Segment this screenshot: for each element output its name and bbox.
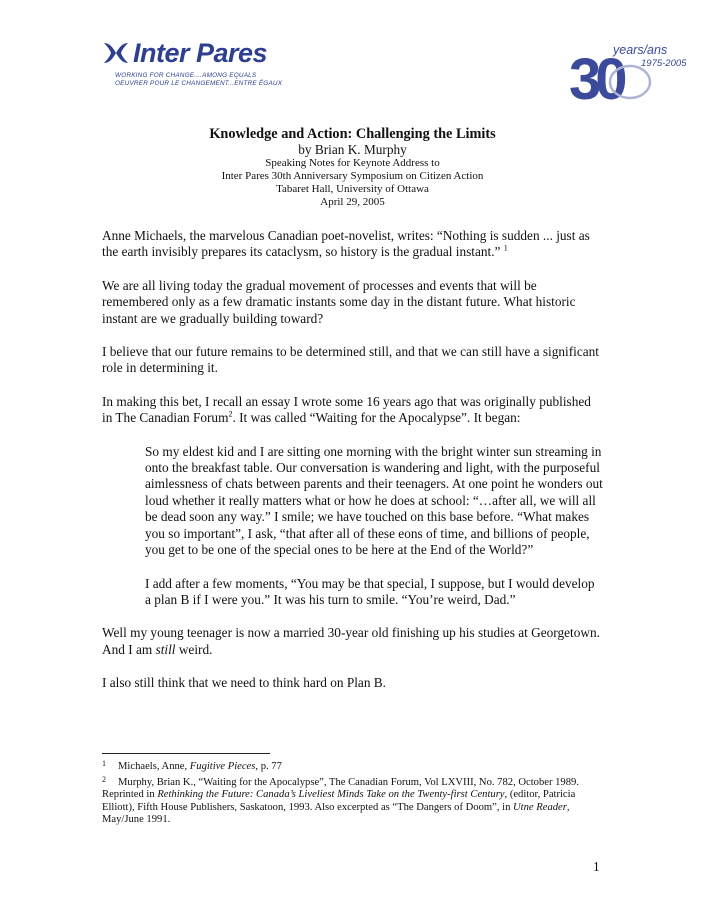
footnote-separator [102, 753, 270, 754]
footnote: 2 Murphy, Brian K., “Waiting for the Apocalypse”, The Canadian Forum, Vol LXVIII, No. 782, October 1989. Reprinted in Rethinking the Future: Canada’s Liveliest Minds Take on the Twenty-first Century, (editor, Patricia Elliott), Fifth House Publishers, Saskatoon, 1993. Also excerpted as “The Dangers of Doom”, in Utne Reader, May/June 1991. [102, 774, 579, 825]
subtitle-line: Inter Pares 30th Anniversary Symposium on Citizen Action [221, 170, 484, 182]
logo-tagline-fr: OEUVRER POUR LE CHANGEMENT...ENTRE ÉGAUX [115, 80, 283, 87]
byline: by Brian K. Murphy [298, 142, 407, 157]
block-quote [145, 444, 603, 609]
paragraph: In making this bet, I recall an essay I wrote some 16 years ago that was originally published in The Canadian Forum$^2$. It was called “Waiting for the Apocalypse”. It began: [102, 393, 591, 426]
subtitle-line: Speaking Notes for Keynote Address to [265, 157, 440, 169]
paragraph: I also still think that we need to think hard on Plan B. [102, 675, 387, 691]
footnote-ref[interactable]: 2 [228, 409, 233, 419]
paragraph: We are all living today the gradual movement of processes and events that will be remembered only as a few dramatic instants some day in the distant future. What historic instant are we gradually building toward? [102, 277, 576, 326]
paragraph: Well my young teenager is now a married 30-year old finishing up his studies at Georgetown. And I am still weird. [102, 625, 600, 657]
paragraph: Anne Michaels, the marvelous Canadian poet-novelist, writes: “Nothing is sudden ... just as the earth invisibly prepares its cataclysm, so history is the gradual instant.” $^1$ [102, 228, 590, 260]
footnotes [102, 758, 602, 827]
anniversary-big-number: 30 [569, 47, 622, 104]
subtitle-line: April 29, 2005 [320, 196, 385, 208]
quote-paragraph: So my eldest kid and I are sitting one morning with the bright winter sun streaming in onto the breakfast table. Our conversation is wandering and light, with the purposeful aimlessness of chats between parents and their teenagers. At one point he wonders out loud whether it really matters what or how he does at school: “…after all, we will all be dead soon any way.” I smile; we have touched on this base before. “What makes you so important”, I ask, “that after all of these eons of time, and billions of people, you get to be one of the special ones to be here at the End of the World?” [145, 443, 603, 558]
title-block [100, 126, 605, 209]
document-title: Knowledge and Action: Challenging the Limits [209, 126, 496, 142]
footnote: 1 Michaels, Anne, Fugitive Pieces, p. 77 [102, 759, 282, 772]
footnote-ref[interactable]: 1 [503, 243, 508, 253]
anniversary-logo [569, 40, 699, 104]
inter-pares-brand: Inter Pares [133, 37, 268, 68]
inter-pares-logo [101, 36, 291, 96]
anniversary-years-text: years/ans [613, 43, 668, 57]
logo-tagline-en: WORKING FOR CHANGE....AMONG EQUALS [115, 72, 257, 79]
page-number: 1 [593, 859, 600, 874]
document-body [102, 228, 604, 709]
anniversary-range: 1975-2005 [641, 58, 687, 69]
inter-pares-brand-row [101, 36, 267, 70]
paragraph: I believe that our future remains to be determined still, and that we can still have a significant role in determining it. [102, 344, 599, 376]
quote-paragraph: I add after a few moments, “You may be that special, I suppose, but I would develop a plan B if I were you.” It was his turn to smile. “You’re weird, Dad.” [145, 575, 595, 607]
inter-pares-mark-icon [101, 38, 131, 68]
subtitle-line: Tabaret Hall, University of Ottawa [276, 183, 429, 195]
